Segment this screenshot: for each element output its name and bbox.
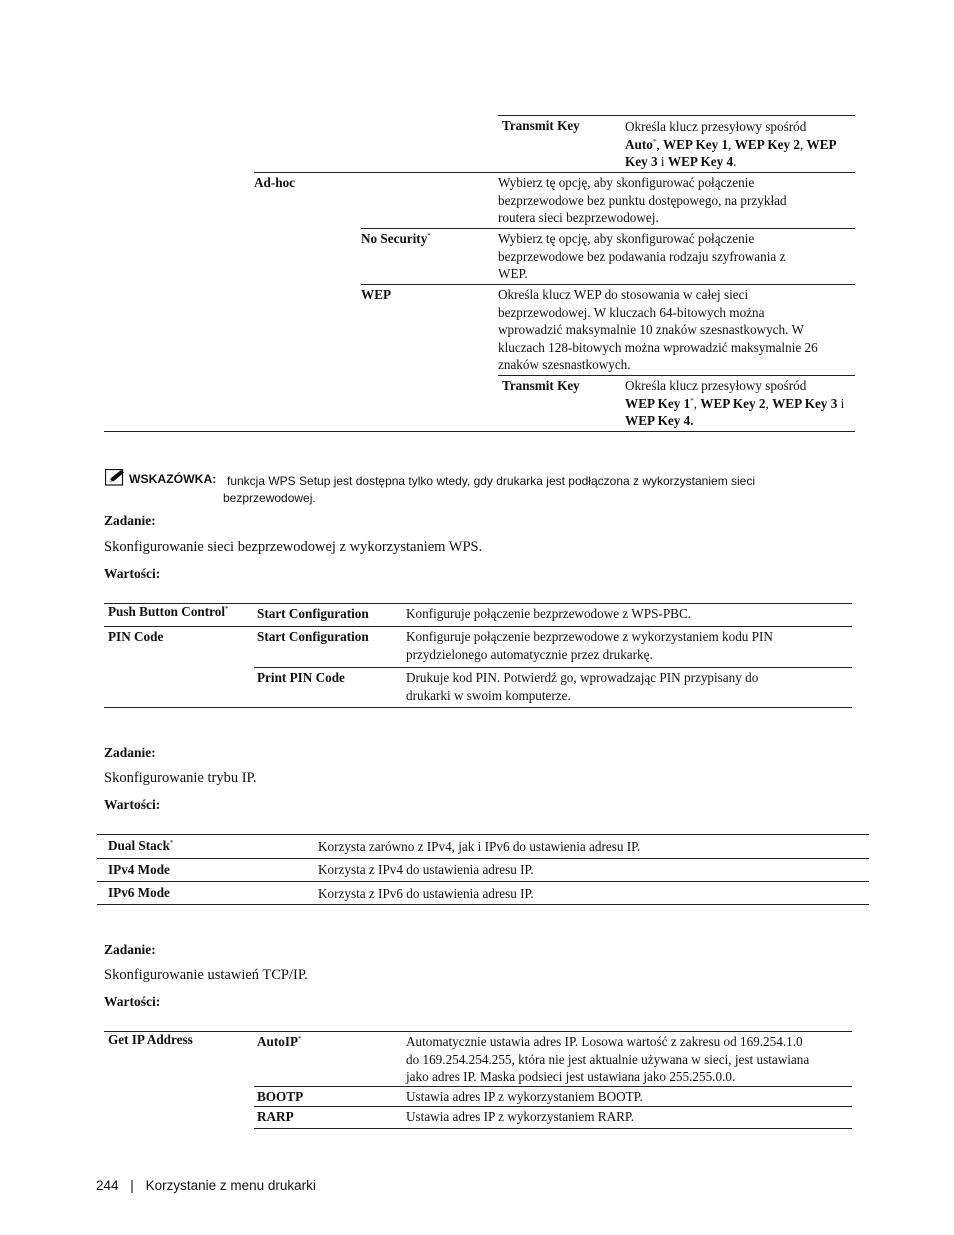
- transmit-key-label: Transmit Key: [502, 118, 580, 133]
- page-footer: [96, 1178, 316, 1193]
- ip-mode-row-desc: Korzysta z IPv4 do ustawienia adresu IP.: [318, 862, 534, 877]
- adhoc-label: Ad-hoc: [254, 175, 296, 190]
- transmit-key-label-2: Transmit Key: [502, 378, 580, 393]
- values-heading: Wartości:: [104, 994, 161, 1009]
- tcpip-row-label: AutoIP*: [257, 1034, 302, 1049]
- task-text: Skonfigurowanie trybu IP.: [104, 770, 257, 786]
- wep-description: Określa klucz WEP do stosowania w całej sieci bezprzewodowej. W kluczach 64-bitowych można wprowadzić maksymalnie 10 znaków szesnastkowych. W kluczach 128-bitowych można wprowadzić maksymalnie 26 znaków szesnastkowych.: [498, 287, 818, 372]
- footer-separator: |: [130, 1178, 134, 1193]
- wep-label: WEP: [361, 287, 392, 302]
- adhoc-description: Wybierz tę opcję, aby skonfigurować połączenie bezprzewodowe bez punktu dostępowego, na przykład routera sieci bezprzewodowej.: [498, 175, 787, 225]
- tcpip-row-desc: Ustawia adres IP z wykorzystaniem BOOTP.: [406, 1089, 643, 1104]
- values-heading: Wartości:: [104, 797, 161, 812]
- ip-mode-row-desc: Korzysta z IPv6 do ustawienia adresu IP.: [318, 886, 534, 901]
- note-label: WSKAZÓWKA:: [129, 472, 217, 486]
- values-heading: Wartości:: [104, 566, 161, 581]
- transmit-key-description: Określa klucz przesyłowy spośród Auto*, WEP Key 1, WEP Key 2, WEP Key 3 i WEP Key 4.: [625, 119, 837, 169]
- wps-row-c2: Print PIN Code: [257, 670, 345, 685]
- transmit-key-description-2: Określa klucz przesyłowy spośród WEP Key 1*, WEP Key 2, WEP Key 3 i WEP Key 4.: [625, 378, 845, 428]
- wps-row-c2: Start Configuration: [257, 606, 369, 621]
- page-number: 244: [96, 1178, 119, 1193]
- no-security-label: No Security*: [361, 231, 431, 246]
- no-security-description: Wybierz tę opcję, aby skonfigurować połączenie bezprzewodowe bez podawania rodzaju szyfrowania z WEP.: [498, 231, 786, 281]
- ip-mode-row-label: IPv6 Mode: [108, 885, 170, 900]
- wps-row-desc: Drukuje kod PIN. Potwierdź go, wprowadzając PIN przypisany do drukarki w swoim komputerze.: [406, 670, 759, 703]
- task-heading: Zadanie:: [104, 942, 156, 957]
- note-line-1: funkcja WPS Setup jest dostępna tylko wtedy, gdy drukarka jest podłączona z wykorzystaniem sieci: [227, 474, 756, 488]
- tcpip-row-desc: Ustawia adres IP z wykorzystaniem RARP.: [406, 1109, 635, 1124]
- task-heading: Zadanie:: [104, 513, 156, 528]
- wps-row-desc: Konfiguruje połączenie bezprzewodowe z WPS-PBC.: [406, 606, 692, 621]
- ip-mode-row-label: IPv4 Mode: [108, 862, 170, 877]
- footer-section-title: Korzystanie z menu drukarki: [145, 1178, 316, 1193]
- note-line-2: bezprzewodowej.: [223, 491, 316, 505]
- tcpip-row-label: RARP: [257, 1109, 294, 1124]
- wps-row-c1: Push Button Control*: [108, 604, 229, 619]
- get-ip-address-label: Get IP Address: [108, 1032, 193, 1047]
- task-heading: Zadanie:: [104, 745, 156, 760]
- tcpip-row-desc: Automatycznie ustawia adres IP. Losowa wartość z zakresu od 169.254.1.0 do 169.254.254.255, która nie jest aktualnie używana w sieci, jest ustawiana jako adres IP. Maska podsieci jest ustawiana jako 255.255.0.0.: [406, 1034, 810, 1084]
- task-text: Skonfigurowanie ustawień TCP/IP.: [104, 967, 308, 983]
- ip-mode-row-desc: Korzysta zarówno z IPv4, jak i IPv6 do ustawienia adresu IP.: [318, 839, 641, 854]
- note-pencil-icon: [105, 469, 125, 486]
- tcpip-row-label: BOOTP: [257, 1089, 304, 1104]
- wps-row-c1: PIN Code: [108, 629, 164, 644]
- ip-mode-row-label: Dual Stack*: [108, 838, 174, 853]
- task-text: Skonfigurowanie sieci bezprzewodowej z wykorzystaniem WPS.: [104, 539, 483, 555]
- wps-row-desc: Konfiguruje połączenie bezprzewodowe z wykorzystaniem kodu PIN przydzielonego automatycznie przez drukarkę.: [406, 629, 773, 662]
- wps-row-c2: Start Configuration: [257, 629, 369, 644]
